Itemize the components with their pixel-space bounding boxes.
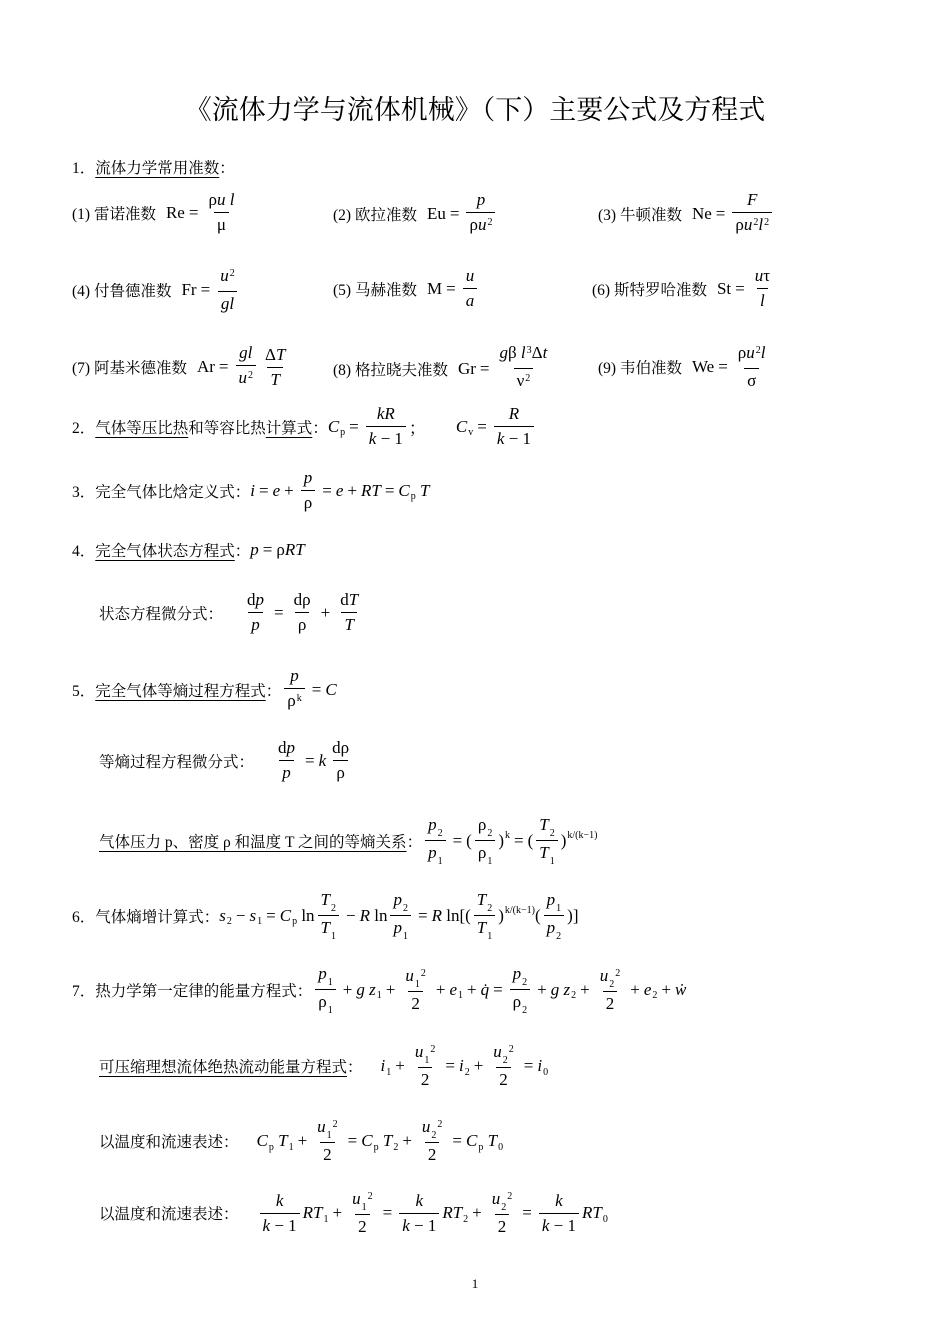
temperature-velocity-2: 以温度和流速表述： $\frac{k}{k - 1}$ RT $_1$ + $\frac{u_1^2}{2}$ = $\frac{k}{k - 1}$ RT $_2$ + $\frac{u_2^2}{2}$ = $\frac{k}{k - 1}$ RT $_0$ xyxy=(99,1189,608,1236)
section-1-heading xyxy=(72,156,235,178)
section-label: 流体力学常用准数 xyxy=(95,159,220,177)
item-index: (1) xyxy=(72,205,91,223)
isentropic-differential: 等熵过程方程微分式： $\frac{dp}{p}$ = k $\frac{d\rho}{\rho}$ xyxy=(99,738,350,782)
section-label: 完全气体等熵过程方程式 xyxy=(95,683,266,700)
section-number: 6． xyxy=(72,908,96,926)
item-name: 马赫准数 xyxy=(354,281,417,299)
sub-label: 以温度和流速表述： xyxy=(99,1134,239,1151)
formula-weber: (9) 韦伯准数 We = $\frac{\rho u^2l}{\sigma}$ xyxy=(598,343,766,390)
section-label: 和等容比热 xyxy=(188,419,266,437)
formula-newton: (3) 牛顿准数 Ne = $\frac{F}{\rho u^2l^2}$ xyxy=(598,190,775,238)
item-index: (3) xyxy=(598,207,617,224)
item-symbol: Ne xyxy=(691,204,712,223)
item-index: (5) xyxy=(333,281,352,299)
page-number: 1 xyxy=(471,1276,479,1291)
item-index: (7) xyxy=(72,360,91,377)
section-number: 7． xyxy=(72,982,96,1000)
section-number: 4． xyxy=(72,543,96,560)
section-colon: ： xyxy=(234,543,251,560)
formula-mach: (5) 马赫准数 M = $\frac{u}{a}$ xyxy=(333,266,480,311)
item-name: 牛顿准数 xyxy=(619,207,682,224)
section-4: 4．完全气体状态方程式： p = ρ RT xyxy=(72,540,305,560)
formula-strouhal: (6) 斯特罗哈准数 St = $\frac{u\tau}{l}$ xyxy=(592,266,771,310)
formula-reynolds: (1) 雷诺准数 Re = $\frac{\text{ρu l}}{\mu}$ xyxy=(72,190,235,234)
item-index: (4) xyxy=(72,283,91,300)
adiabatic-energy: 可压缩理想流体绝热流动能量方程式： i $_1$ + $\frac{u_1^2}{2}$ = i $_2$ + $\frac{u_2^2}{2}$ = i $_0$ xyxy=(99,1042,549,1089)
item-symbol: Fr xyxy=(181,280,197,299)
section-5: 5．完全气体等熵过程方程式： $\frac{p}{\rho^k}$ = C xyxy=(72,666,337,714)
section-2: 2．气体等压比热和等容比热计算式： C $_p$ = $\frac{kR}{k - 1}$ ； C $_v$ = $\frac{R}{k - 1}$ xyxy=(72,404,537,449)
item-symbol: Re xyxy=(165,202,185,222)
section-label: 计算式 xyxy=(265,419,313,437)
formula-archimedes: (7) 阿基米德准数 Ar = $\frac{gl}{u^2}$ $\frac{\Delta T}{T}$ xyxy=(72,343,291,391)
section-3: 3．完全气体比焓定义式： i = e + $\frac{p}{\rho}$ = e + RT = C $_p$ T xyxy=(72,468,430,512)
section-colon: ： xyxy=(219,159,235,177)
item-name: 欧拉准数 xyxy=(354,207,417,224)
item-symbol: Eu xyxy=(426,204,446,223)
item-symbol: Ar xyxy=(196,357,215,376)
sub-label: 状态方程微分式： xyxy=(99,605,224,623)
item-index: (6) xyxy=(592,281,611,299)
section-label: 气体熵增计算式： xyxy=(95,908,220,926)
item-symbol: Gr xyxy=(457,358,476,378)
item-name: 斯特罗哈准数 xyxy=(613,281,707,299)
section-colon: ： xyxy=(406,833,423,851)
formula-froude: (4) 付鲁德准数 Fr = $\frac{u^2}{gl}$ xyxy=(72,266,241,314)
isentropic-relation: 气体压力 p、密度 ρ 和温度 T 之间的等熵关系： $\frac{p_2}{p_1}$ = ( $\frac{\rho_2}{\rho_1}$ ) $^k$ = ( $\frac{T_2}{T_1}$ ) $^{k/(k-1)}$ xyxy=(99,815,598,867)
section-label: 完全气体状态方程式 xyxy=(95,543,235,560)
section-number: 1． xyxy=(72,160,96,177)
sub-label: 以温度和流速表述： xyxy=(99,1206,239,1223)
section-label: 气体等压比热 xyxy=(95,419,189,437)
page-title: 《流体力学与流体机械》（下）主要公式及方程式 xyxy=(184,95,766,126)
formula-euler: (2) 欧拉准数 Eu = $\frac{p}{\rho u^2}$ xyxy=(333,190,498,238)
formula-grashof: (8) 格拉晓夫准数 Gr = $\frac{g\beta l^3\Delta t}{\nu^2}$ xyxy=(333,343,553,394)
sub-label: 气体压力 p、密度 ρ 和温度 T 之间的等熵关系 xyxy=(99,833,407,851)
item-name: 韦伯准数 xyxy=(619,360,682,377)
section-number: 2． xyxy=(72,419,96,437)
item-symbol: We xyxy=(691,357,715,376)
temperature-velocity-1: 以温度和流速表述： C $_p$ T $_1$ + $\frac{u_1^2}{2}$ = C $_p$ T $_2$ + $\frac{u_2^2}{2}$ = C $_p$ T $_0$ xyxy=(99,1117,504,1164)
item-index: (9) xyxy=(598,360,617,377)
item-name: 格拉晓夫准数 xyxy=(354,361,448,379)
section-label: 热力学第一定律的能量方程式： xyxy=(95,982,313,1000)
item-name: 雷诺准数 xyxy=(93,205,156,223)
section-number: 3． xyxy=(72,483,96,501)
item-index: (8) xyxy=(333,361,352,379)
item-name: 阿基米德准数 xyxy=(93,360,187,377)
section-7: 7．热力学第一定律的能量方程式： $\frac{p_1}{\rho_1}$ + g z $_1$ + $\frac{u_1^2}{2}$ + e $_1$ + q̇ = $\frac{p_2}{\rho_2}$ + g z $_2$ + $\frac{u_2^2}{2}$ + e $_2$ + ẇ xyxy=(72,964,687,1016)
item-symbol: St xyxy=(716,278,732,298)
item-index: (2) xyxy=(333,207,352,224)
state-differential: 状态方程微分式： $\frac{dp}{p}$ = $\frac{d\rho}{\rho}$ + $\frac{dT}{T}$ xyxy=(99,590,359,634)
section-label: 完全气体比焓定义式： xyxy=(95,483,251,501)
section-colon: ： xyxy=(347,1059,363,1076)
section-colon: ： xyxy=(265,683,282,700)
sub-label: 可压缩理想流体绝热流动能量方程式 xyxy=(99,1059,348,1076)
section-colon: ： xyxy=(312,419,328,437)
section-number: 5． xyxy=(72,683,96,700)
section-6: 6．气体熵增计算式： s $_2$ − s $_1$ = C $_p$ ln $\frac{T_2}{T_1}$ − R ln $\frac{p_2}{p_1}$ = R ln[( $\frac{T_2}{T_1}$ ) $^{k/(k-1)}$ ( $\frac{p_1}{p_2}$ )] xyxy=(72,890,579,942)
item-name: 付鲁德准数 xyxy=(93,283,172,300)
item-symbol: M xyxy=(426,278,443,298)
sub-label: 等熵过程方程微分式： xyxy=(99,753,255,771)
